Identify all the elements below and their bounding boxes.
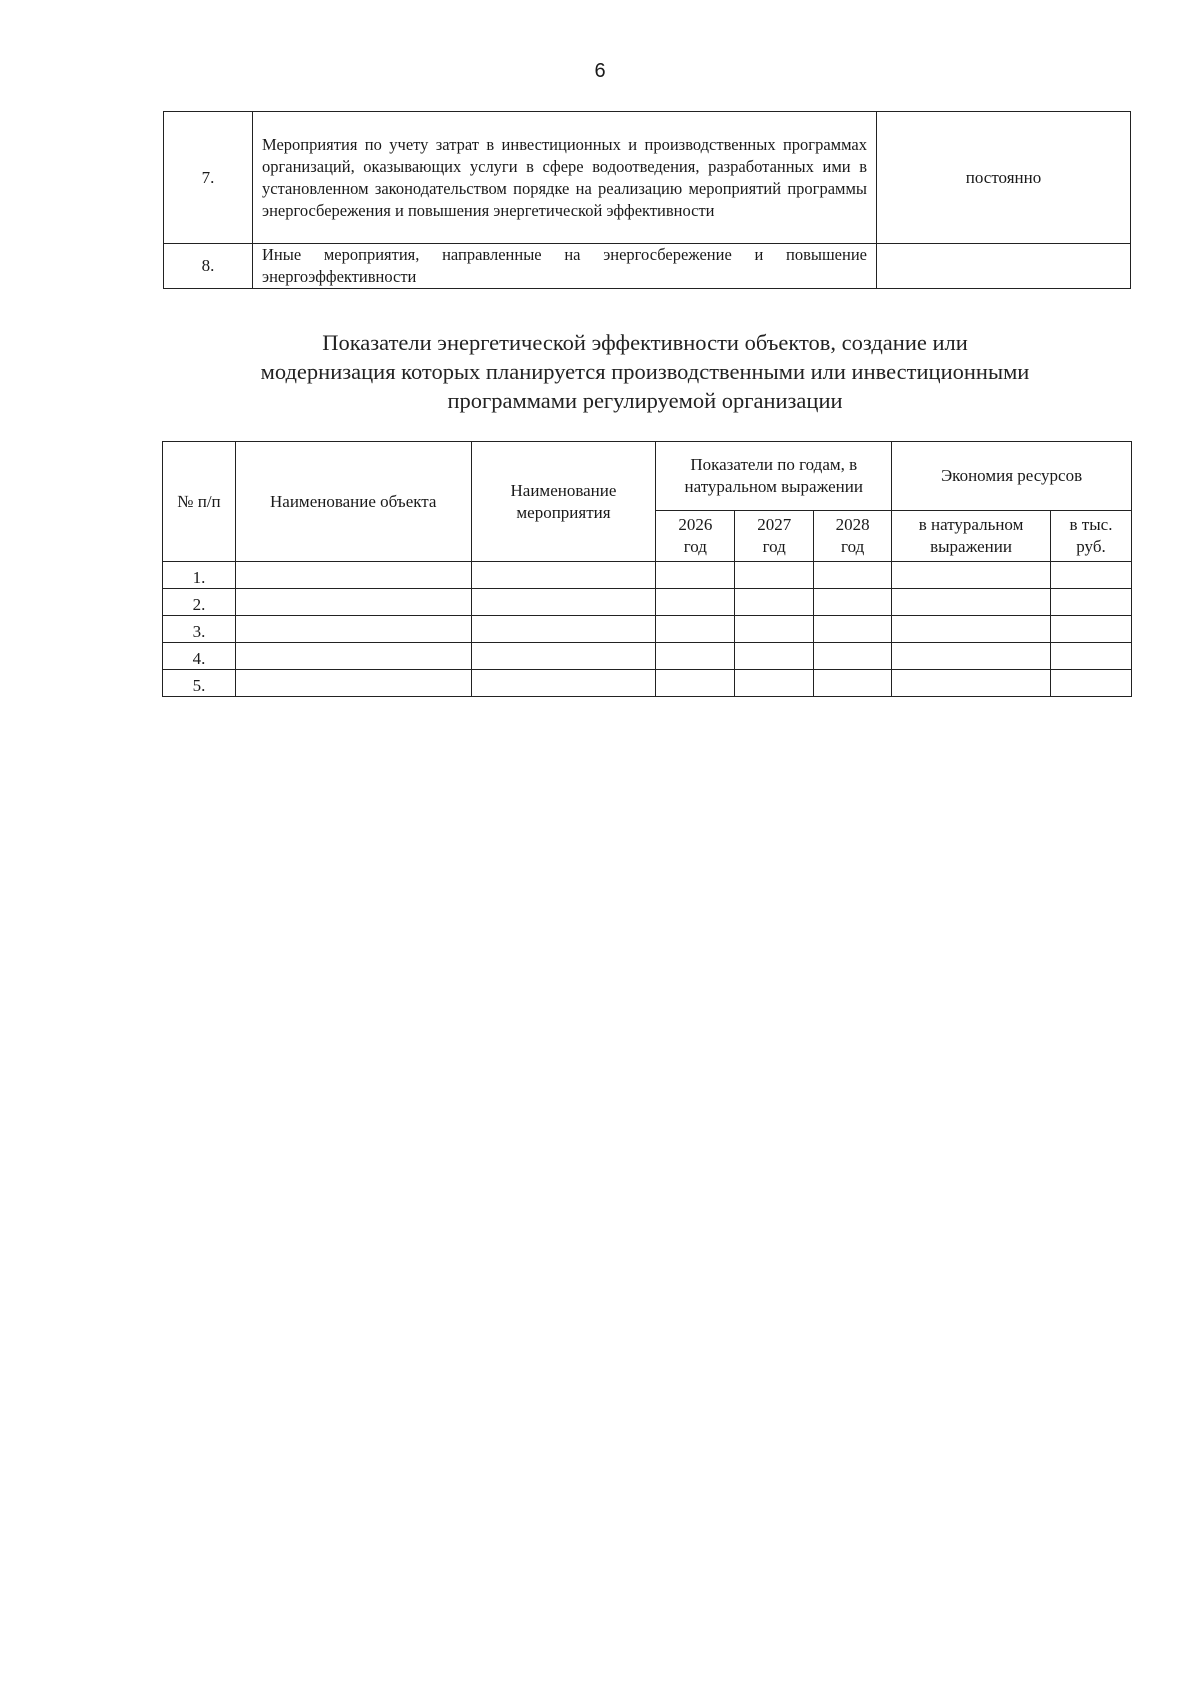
- header-savings-money-text: в тыс. руб.: [1069, 515, 1113, 556]
- table-row: [164, 244, 1131, 289]
- header-year-text: 2026 год: [678, 515, 713, 556]
- header-savings-natural-text: в натуральном выражении: [918, 515, 1024, 556]
- header-measure-name: Наименование мероприятия: [471, 442, 656, 562]
- actions-table: [163, 111, 1131, 289]
- table-cell: [656, 616, 735, 643]
- section-heading: [160, 328, 1130, 415]
- row-number: 7.: [164, 112, 253, 244]
- table-cell: [656, 562, 735, 589]
- table-row: [163, 589, 1132, 616]
- table-cell: [235, 616, 471, 643]
- header-year: [656, 511, 735, 562]
- header-year: [814, 511, 892, 562]
- table-cell: [814, 589, 892, 616]
- row-number: 5.: [163, 670, 236, 697]
- action-period: [877, 244, 1131, 289]
- table-cell: [892, 643, 1051, 670]
- table-cell: [814, 562, 892, 589]
- table-cell: [235, 562, 471, 589]
- action-description: Иные мероприятия, направленные на энергосбережение и повышение энергоэффективности: [253, 244, 877, 289]
- header-savings-money: [1051, 511, 1132, 562]
- table-cell: [471, 562, 656, 589]
- table-cell: [814, 616, 892, 643]
- table-cell: [735, 562, 814, 589]
- header-savings-natural: [892, 511, 1051, 562]
- table-cell: [892, 589, 1051, 616]
- table-row: [164, 112, 1131, 244]
- header-number-text: № п/п: [177, 491, 221, 511]
- table-cell: [735, 616, 814, 643]
- action-description: Мероприятия по учету затрат в инвестиционных и производственных программах организаций, оказывающих услуги в сфере водоотведения, разработанных ими в установленном законодательством порядке на реализацию мероприятий программы энергосбережения и повышения энергетической эффективности: [253, 112, 877, 244]
- page-number: 6: [594, 60, 606, 82]
- row-number: 4.: [163, 643, 236, 670]
- table-header-row: [163, 442, 1132, 511]
- table-cell: [735, 589, 814, 616]
- table-cell: [814, 643, 892, 670]
- row-number: 1.: [163, 562, 236, 589]
- section-heading-line: Показатели энергетической эффективности объектов, создание или: [322, 330, 968, 355]
- table-cell: [471, 670, 656, 697]
- table-cell: [1051, 589, 1132, 616]
- header-year-text: 2028 год: [835, 515, 870, 556]
- table-cell: [735, 643, 814, 670]
- table-cell: [235, 643, 471, 670]
- table-cell: [1051, 643, 1132, 670]
- header-savings: Экономия ресурсов: [892, 442, 1132, 511]
- table-row: [163, 616, 1132, 643]
- row-number: 3.: [163, 616, 236, 643]
- row-number: 8.: [164, 244, 253, 289]
- table-cell: [656, 589, 735, 616]
- header-indicators-by-year: Показатели по годам, в натуральном выражении: [656, 442, 892, 511]
- section-heading-line: программами регулируемой организации: [447, 388, 843, 413]
- action-period: постоянно: [877, 112, 1131, 244]
- table-cell: [1051, 616, 1132, 643]
- table-cell: [892, 616, 1051, 643]
- table-cell: [892, 670, 1051, 697]
- table-cell: [814, 670, 892, 697]
- header-year: [735, 511, 814, 562]
- table-cell: [235, 589, 471, 616]
- indicators-table: [162, 441, 1132, 697]
- table-cell: [1051, 562, 1132, 589]
- row-number: 2.: [163, 589, 236, 616]
- header-object-name: Наименование объекта: [235, 442, 471, 562]
- table-cell: [235, 670, 471, 697]
- table-row: [163, 562, 1132, 589]
- table-cell: [471, 616, 656, 643]
- table-cell: [892, 562, 1051, 589]
- table-cell: [1051, 670, 1132, 697]
- table-cell: [656, 643, 735, 670]
- table-cell: [735, 670, 814, 697]
- section-heading-line: модернизация которых планируется производственными или инвестиционными: [260, 359, 1030, 384]
- table-cell: [471, 589, 656, 616]
- table-row: [163, 643, 1132, 670]
- table-cell: [471, 643, 656, 670]
- header-year-text: 2027 год: [757, 515, 792, 556]
- table-row: [163, 670, 1132, 697]
- table-cell: [656, 670, 735, 697]
- header-number: [163, 442, 236, 562]
